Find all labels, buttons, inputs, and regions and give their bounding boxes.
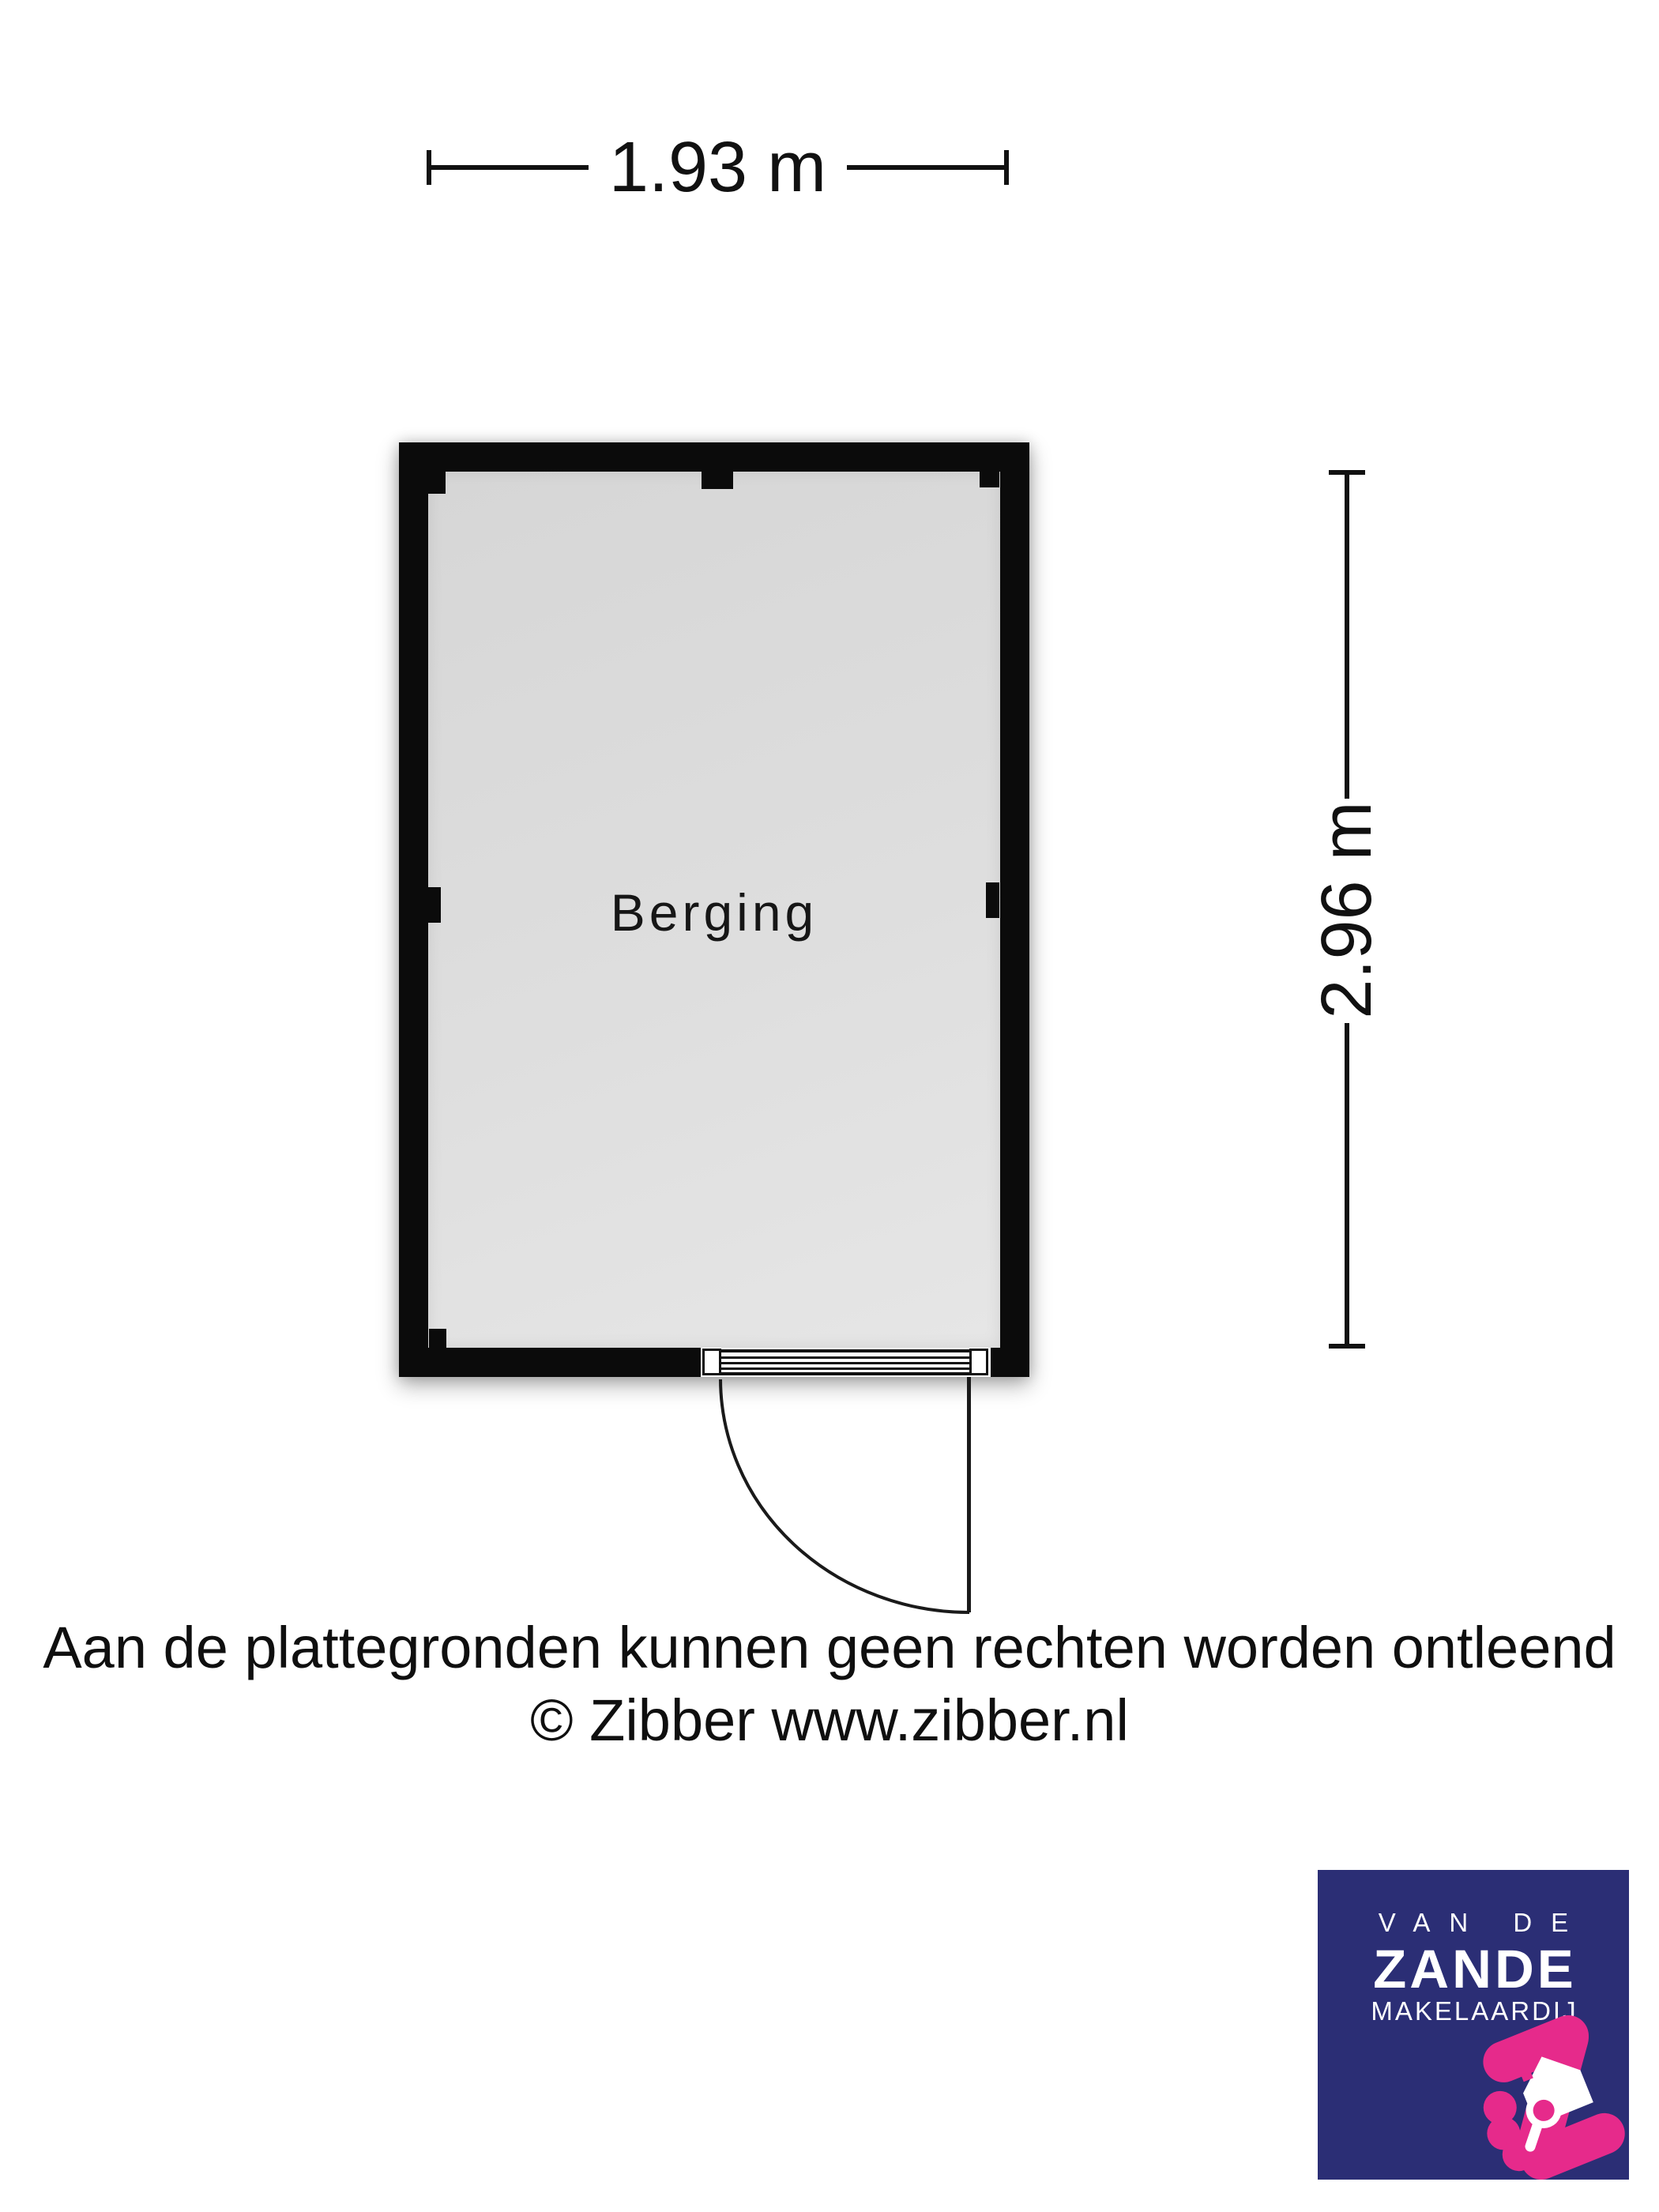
width-dimension bbox=[427, 128, 1009, 207]
z-ribbon-icon bbox=[1480, 2014, 1629, 2180]
company-logo bbox=[1318, 1870, 1629, 2180]
wall-stub bbox=[980, 472, 999, 487]
dimension-tick bbox=[1329, 1344, 1365, 1349]
wall-stub bbox=[429, 1329, 446, 1349]
door-leaf bbox=[967, 1377, 971, 1612]
dimension-line bbox=[431, 165, 589, 170]
floor-plan-walls bbox=[399, 442, 1029, 1377]
disclaimer-line-2: © Zibber www.zibber.nl bbox=[530, 1687, 1129, 1753]
height-dimension-label: 2.96 m bbox=[1307, 801, 1386, 1019]
logo-text-zande: ZANDE bbox=[1373, 1939, 1577, 1999]
door-post bbox=[702, 1349, 721, 1375]
dimension-line bbox=[847, 165, 1004, 170]
logo-text-makelaardij: MAKELAARDIJ bbox=[1371, 1996, 1578, 2026]
dimension-tick bbox=[1004, 150, 1009, 185]
room-label: Berging bbox=[610, 883, 818, 942]
dimension-line bbox=[1345, 473, 1349, 799]
door-threshold bbox=[720, 1349, 970, 1375]
disclaimer-line-1: Aan de plattegronden kunnen geen rechten worden ontleend bbox=[43, 1615, 1616, 1680]
logo-text-van-de: VAN DE bbox=[1378, 1908, 1588, 1937]
height-dimension bbox=[1307, 470, 1386, 1349]
dimension-line bbox=[1345, 1023, 1349, 1344]
disclaimer bbox=[0, 1612, 1659, 1757]
wall-stub bbox=[702, 472, 733, 489]
wall-stub bbox=[428, 472, 446, 494]
width-dimension-label: 1.93 m bbox=[608, 128, 827, 207]
door-opening bbox=[701, 1348, 991, 1377]
door-post bbox=[969, 1349, 988, 1375]
